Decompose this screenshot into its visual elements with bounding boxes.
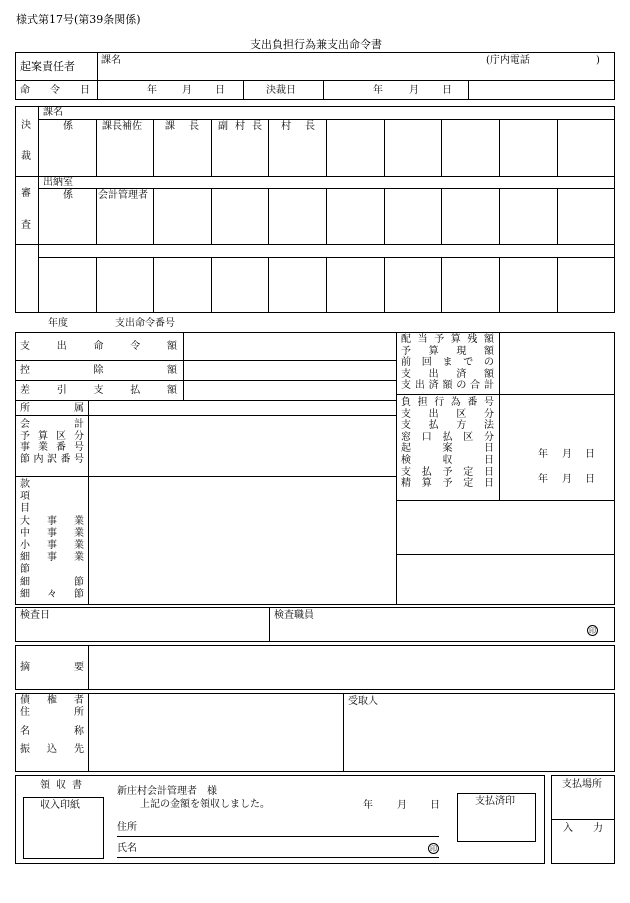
start-date-year: 年: [538, 449, 548, 460]
treasury-label: 出納室: [43, 177, 73, 188]
role-fukusoncho: 副 村 長: [218, 121, 262, 132]
payment-label-6: 支 払 予 定 日: [401, 466, 494, 478]
payment-place-label: 支払場所: [562, 779, 602, 790]
creditor-label-0: 債 権 者: [20, 695, 84, 706]
affiliation-label: 所 属: [20, 403, 84, 414]
payment-label-4: 起 案 日: [401, 443, 494, 455]
summary-label: 摘 要: [20, 662, 84, 673]
category-label-4: 中 事 業: [20, 527, 84, 539]
budget-label-0: 配 当 予 算 残 額: [401, 334, 494, 345]
category-label-9: 細 々 節: [20, 588, 84, 600]
shinsa-char-2: 査: [21, 220, 31, 231]
budget-label-4: 支 出 済 額 の 合 計: [401, 380, 494, 392]
kessai-char-1: 決: [21, 120, 31, 131]
account-label-0: 会 計: [20, 419, 84, 430]
order-date-label: 命 令 日: [20, 85, 90, 96]
division-label: 課名: [101, 55, 121, 66]
receipt-address-label: 住所: [117, 822, 137, 833]
row-order-amount: 支 出 命 令 額: [20, 341, 177, 352]
pay-date-month: 月: [562, 474, 572, 485]
revenue-stamp-label: 収入印紙: [40, 800, 80, 811]
account-label-3: 節 内 訳 番 号: [20, 453, 84, 465]
paid-stamp-label: 支払済印: [475, 796, 515, 807]
order-number-label: 支出命令番号: [115, 318, 175, 329]
creditor-label-1: 住 所: [20, 707, 84, 718]
order-year: 年: [147, 85, 157, 96]
inspection-block: [15, 607, 615, 642]
budget-label-1: 予 算 現 額: [401, 345, 494, 357]
phone-close: ): [596, 55, 600, 66]
order-day: 日: [215, 85, 225, 96]
creditor-label-3: 振 込 先: [20, 744, 84, 755]
order-month: 月: [182, 85, 192, 96]
form-number: 様式第17号(第39条関係): [16, 13, 141, 26]
receipt-statement: 上記の金額を領収しました。: [140, 799, 270, 810]
decision-month: 月: [409, 85, 419, 96]
budget-label-3: 支 出 済 額: [401, 368, 494, 380]
role-kakari: 係: [63, 121, 73, 132]
receipt-name-label: 氏名: [117, 843, 137, 854]
category-label-5: 小 事 業: [20, 540, 84, 551]
inspection-date-label: 検査日: [20, 610, 50, 621]
shinsa-char-1: 審: [21, 188, 31, 199]
category-label-7: 節: [20, 564, 30, 576]
role-kacho-hosa: 課長補佐: [102, 121, 142, 132]
role-soncho: 村 長: [281, 121, 315, 132]
row-deduction: 控 除 額: [20, 365, 177, 376]
receipt-year: 年: [363, 800, 373, 811]
category-label-1: 項: [20, 491, 30, 503]
receipt-title: 領 収 書: [40, 780, 82, 791]
receipt-seal-icon: 印: [430, 845, 437, 853]
category-label-2: 目: [20, 503, 30, 515]
role-kaikei: 会計管理者: [98, 190, 148, 201]
approval-grid: [15, 106, 615, 313]
row-net-payment: 差 引 支 払 額: [20, 385, 177, 396]
budget-label-2: 前 回 ま で の: [401, 357, 494, 369]
input-label: 入 力: [563, 823, 603, 834]
decision-day: 日: [442, 85, 452, 96]
originator-label: 起案責任者: [20, 60, 75, 73]
receipt-day: 日: [430, 800, 440, 811]
receipt-addressee: 新庄村会計管理者 様: [117, 786, 217, 797]
category-label-3: 大 事 業: [20, 515, 84, 527]
creditor-block: [15, 693, 615, 772]
summary-block: [15, 645, 615, 690]
payment-label-3: 窓 口 払 区 分: [401, 431, 494, 443]
account-label-2: 事 業 番 号: [20, 442, 84, 453]
pay-date-year: 年: [538, 474, 548, 485]
category-label-0: 款: [20, 479, 30, 490]
category-label-6: 細 事 業: [20, 552, 84, 564]
receipt-month: 月: [397, 800, 407, 811]
payment-label-0: 負 担 行 為 番 号: [401, 397, 494, 408]
start-date-month: 月: [562, 449, 572, 460]
role-kacho: 課 長: [165, 121, 199, 132]
fiscal-year-label: 年度: [48, 318, 68, 329]
payment-label-7: 精 算 予 定 日: [401, 478, 494, 490]
account-label-1: 予 算 区 分: [20, 430, 84, 442]
kessai-char-2: 裁: [21, 151, 31, 162]
inspection-seal-icon: 印: [589, 627, 596, 635]
receiver-label: 受取人: [348, 696, 378, 707]
start-date-day: 日: [585, 449, 595, 460]
phone-label: (庁内電話: [486, 55, 530, 66]
approval-division-label: 課名: [43, 107, 63, 118]
decision-year: 年: [373, 85, 383, 96]
creditor-label-2: 名 称: [20, 726, 84, 737]
payment-label-2: 支 払 方 法: [401, 420, 494, 432]
payment-label-5: 検 収 日: [401, 455, 494, 466]
payment-label-1: 支 出 区 分: [401, 408, 494, 420]
form-title: 支出負担行為兼支出命令書: [250, 38, 382, 51]
decision-date-label: 決裁日: [266, 85, 296, 96]
inspection-staff-label: 検査職員: [274, 610, 314, 621]
role-kakari-2: 係: [63, 190, 73, 201]
pay-date-day: 日: [585, 474, 595, 485]
category-label-8: 細 節: [20, 576, 84, 588]
